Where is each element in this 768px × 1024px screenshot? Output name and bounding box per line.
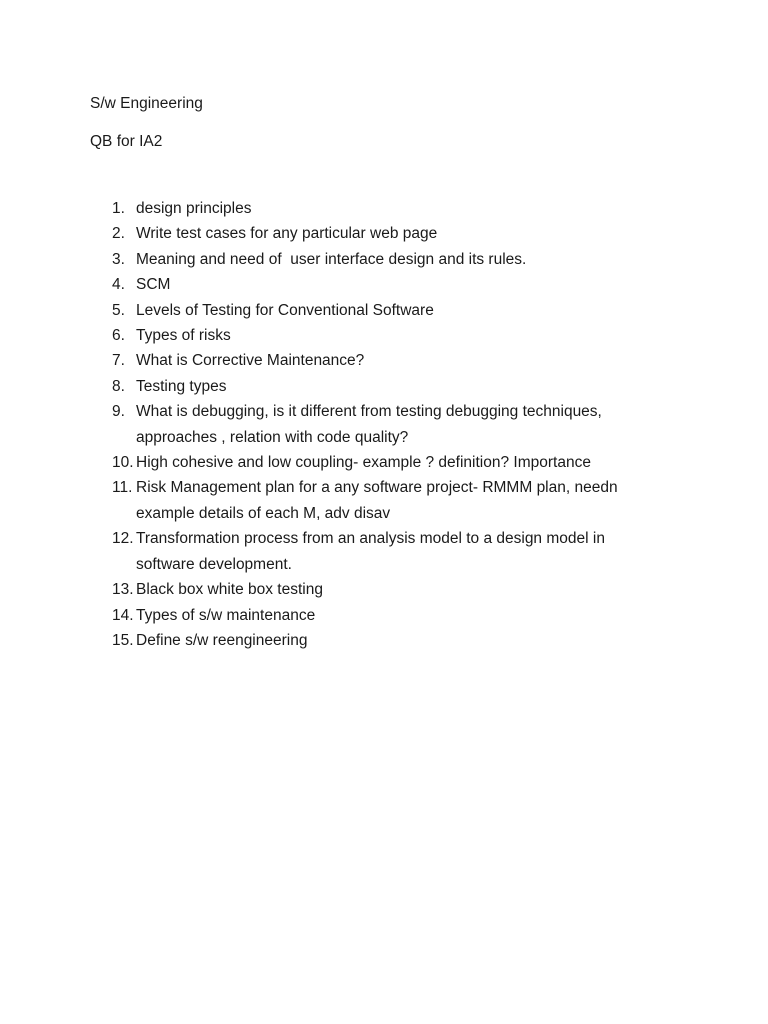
- question-text: Meaning and need of user interface design and its rules.: [136, 250, 527, 268]
- question-number: 2.: [112, 225, 125, 243]
- question-item: [0, 298, 646, 323]
- question-number: 12.: [112, 530, 134, 548]
- question-text: Black box white box testing: [136, 581, 323, 599]
- question-text: Risk Management plan for a any software project- RMMM plan, needn example details of each M, adv disav: [136, 479, 618, 522]
- question-item: [0, 577, 646, 602]
- question-text: Define s/w reengineering: [136, 631, 308, 649]
- question-number: 10.: [112, 454, 134, 472]
- question-number: 14.: [112, 606, 134, 624]
- question-number: 11.: [112, 479, 133, 497]
- question-item: [0, 348, 646, 373]
- document-title: S/w Engineering: [90, 95, 203, 112]
- question-number: 13.: [112, 581, 134, 599]
- question-text: Transformation process from an analysis model to a design model in software development.: [136, 530, 605, 573]
- question-item: [0, 603, 646, 628]
- question-text: Types of risks: [136, 327, 231, 345]
- question-text: Levels of Testing for Conventional Software: [136, 301, 434, 319]
- question-item: [0, 272, 646, 297]
- question-item: [0, 196, 646, 221]
- question-number: 6.: [112, 327, 125, 345]
- question-number: 1.: [112, 200, 125, 217]
- question-text: SCM: [136, 276, 171, 294]
- question-item: [0, 374, 646, 399]
- question-item: [0, 628, 646, 653]
- question-number: 8.: [112, 377, 125, 395]
- question-item: [0, 399, 646, 450]
- question-text: Testing types: [136, 377, 227, 395]
- question-text: What is debugging, is it different from testing debugging techniques, approaches , relation with code quality?: [136, 403, 602, 446]
- question-text: What is Corrective Maintenance?: [136, 352, 365, 370]
- question-list: [0, 196, 768, 653]
- question-text: High cohesive and low coupling- example ? definition? Importance: [136, 454, 591, 472]
- question-item: [0, 526, 646, 577]
- question-item: [0, 450, 646, 475]
- question-number: 4.: [112, 276, 125, 294]
- question-item: [0, 247, 646, 272]
- document-subtitle: QB for IA2: [90, 133, 163, 150]
- question-text: Types of s/w maintenance: [136, 606, 316, 624]
- question-text: Write test cases for any particular web page: [136, 225, 438, 243]
- question-number: 15.: [112, 631, 134, 649]
- question-item: [0, 475, 646, 526]
- question-item: [0, 221, 646, 246]
- question-item: [0, 323, 646, 348]
- question-number: 5.: [112, 301, 125, 319]
- question-number: 3.: [112, 250, 125, 268]
- question-text: design principles: [136, 200, 252, 217]
- question-number: 7.: [112, 352, 125, 370]
- question-number: 9.: [112, 403, 125, 421]
